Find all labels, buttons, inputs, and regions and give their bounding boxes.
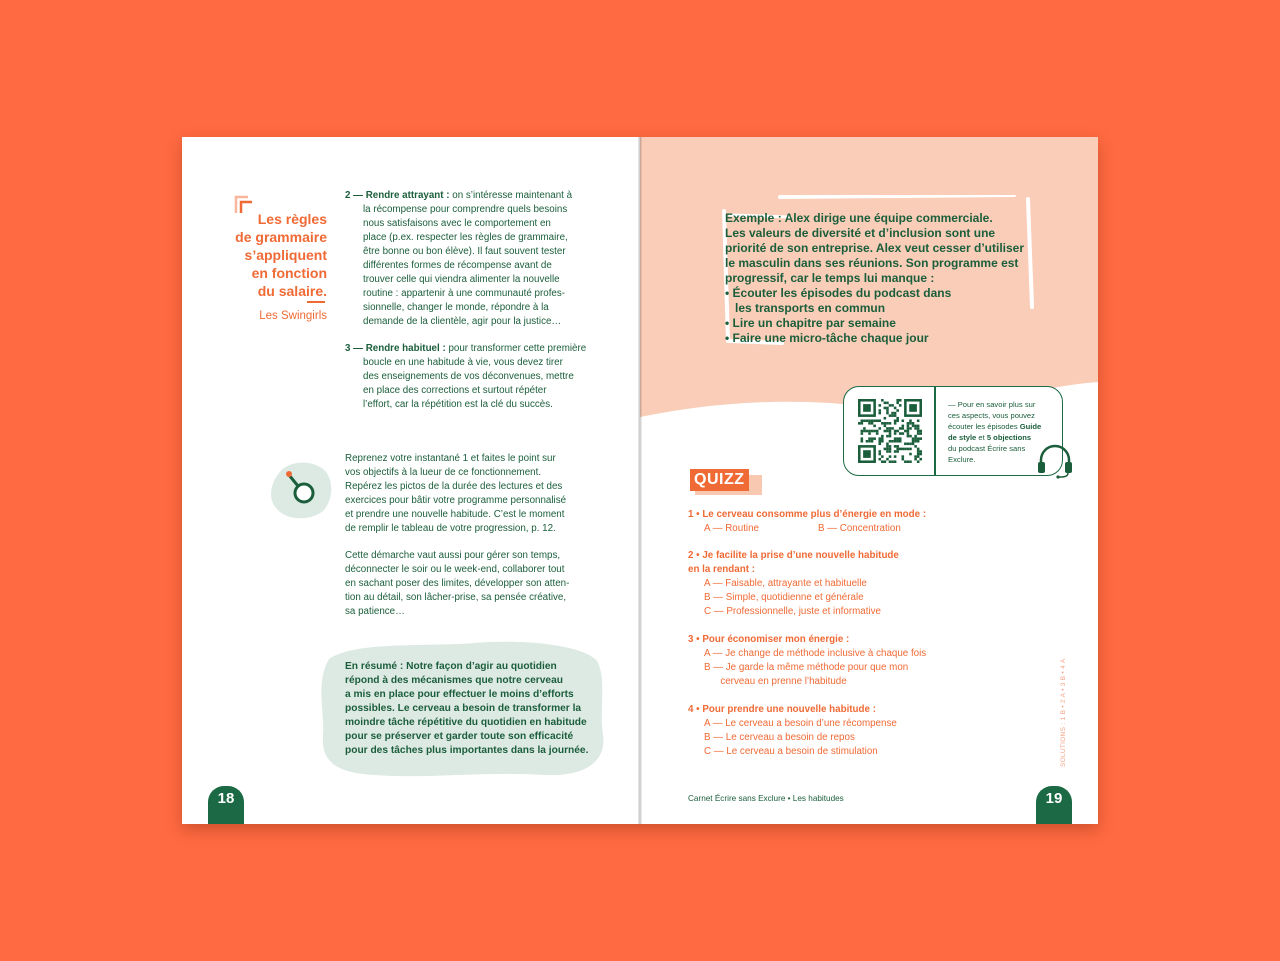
step-text: sionnelle, changer le monde, répondre à la [363,302,549,313]
step-2 [345,189,595,329]
example-text [725,211,1045,346]
step-line [345,356,595,370]
step-line [345,398,595,412]
paragraph-line: en sachant poser des limites, développer son atten- [345,578,570,589]
example-line [725,256,1045,271]
quote-text: Les règles de grammaire s’appliquent en fonction du salaire. [235,211,327,299]
step-line [345,301,595,315]
step-text: différentes formes de récompense avant de [363,260,552,271]
example-bullet: • Faire une micro-tâche chaque jour [725,331,929,345]
step-line [345,217,595,231]
summary-text: pour se préserver et garder toute son efficacité [345,731,574,742]
step-text: en place des corrections et surtout répéter [363,385,547,396]
step-line [345,259,595,273]
answer-option[interactable]: C — Professionnelle, juste et informative [704,606,881,617]
example-text-line: le masculin dans ses réunions. Son programme est [725,256,1019,270]
question-title: 4 • Pour prendre une nouvelle habitude : [688,704,876,715]
qr-code[interactable] [858,399,922,463]
summary-line [345,730,597,744]
podcast-text: — Pour en savoir plus sur [948,400,1036,409]
summary-text: répond à des mécanismes que notre cerveau [345,675,563,686]
podcast-text: de style [948,433,977,442]
podcast-line [948,432,1056,443]
example-text-line: progressif, car le temps lui manque : [725,271,935,285]
book-gutter [638,137,642,824]
page-number-right: 19 [1036,786,1072,824]
step-line [345,189,595,203]
answer-option[interactable]: B — Simple, quotidienne et générale [704,592,864,603]
question-title: 3 • Pour économiser mon énergie : [688,634,850,645]
paragraph-line: exercices pour bâtir votre programme personnalisé [345,495,567,506]
podcast-text: ces aspects, vous pouvez [948,411,1035,420]
quizz-title: QUIZZ [690,469,749,491]
magnifier-icon [267,459,335,521]
headphones-icon [1035,443,1075,479]
example-bullet: les transports en commun [725,301,886,315]
example-bullet: • Écouter les épisodes du podcast dans [725,286,952,300]
step-line [345,273,595,287]
paragraph-line: vos objectifs à la lueur de ce fonctionnement. [345,467,542,478]
example-bullet: • Lire un chapitre par semaine [725,316,896,330]
question-title: en la rendant : [688,564,755,575]
example-text-line: priorité de son entreprise. Alex veut cesser d’utiliser [725,241,1024,255]
step-line [345,315,595,329]
example-line [725,211,1045,226]
step-line [345,370,595,384]
step-text: demande de la clientèle, agir pour la justice… [363,316,562,327]
answer-row [688,522,988,536]
summary-lead: En résumé : [345,661,404,672]
step-line [345,287,595,301]
answer-option[interactable]: A — Faisable, attrayante et habituelle [704,578,867,589]
step-text: boucle en une habitude à vie, vous devez tirer [363,357,563,368]
step-text: place (p.ex. respecter les règles de grammaire, [363,232,568,243]
paragraph-line: Cette démarche vaut aussi pour gérer son temps, [345,550,561,561]
step-text: routine : appartenir à une communauté profes- [363,288,566,299]
left-page [182,137,640,824]
podcast-text: écouter les épisodes [948,422,1020,431]
step-text: être bonne ou bon élève). Il faut souvent tester [363,246,566,257]
summary-line [345,744,597,758]
step-line [345,245,595,259]
step-line [345,342,595,356]
answer-option[interactable]: C — Le cerveau a besoin de stimulation [704,746,878,757]
footer-text: Carnet Écrire sans Exclure • Les habitudes [688,794,844,803]
question-title: 1 • Le cerveau consomme plus d’énergie en mode : [688,509,927,520]
summary-text: possibles. Le cerveau a besoin de transformer la [345,703,582,714]
example-text-line: Les valeurs de diversité et d’inclusion sont une [725,226,996,240]
step-text: pour transformer cette première [445,343,587,354]
page-number-left: 18 [208,786,244,824]
quiz-question [688,703,988,759]
paragraph-line: déconnecter le soir ou le week-end, collaborer tout [345,564,565,575]
step-text: nous satisfaisons avec le comportement en [363,218,551,229]
podcast-line [948,399,1056,410]
summary-text: a mis en place pour effectuer le moins d’efforts [345,689,574,700]
paragraph-line: Repérez les pictos de la durée des lectures et des [345,481,563,492]
step-text: la récompense pour comprendre quels besoins [363,204,568,215]
answer-option[interactable]: B — Je garde la même méthode pour que mon [704,662,909,673]
answer-option[interactable]: B — Le cerveau a besoin de repos [704,732,855,743]
step-3 [345,342,595,412]
example-line [725,271,1045,286]
quiz-question [688,549,988,619]
podcast-line [948,410,1056,421]
instantane-paragraph [345,452,600,536]
answer-option[interactable]: cerveau en prenne l’habitude [704,676,847,687]
answer-option[interactable]: A — Je change de méthode inclusive à chaque fois [704,648,927,659]
summary-line [345,702,597,716]
step-text: on s’intéresse maintenant à [449,190,573,201]
booklet-spread [182,137,1098,824]
example-line [725,226,1045,241]
podcast-text: du podcast Écrire sans [948,444,1026,453]
paragraph-line: Reprenez votre instantané 1 et faites le point sur [345,453,556,464]
podcast-line [948,421,1056,432]
step-line [345,203,595,217]
quiz-question [688,633,988,689]
answer-option[interactable]: A — Le cerveau a besoin d’une récompense [704,718,897,729]
step-line [345,384,595,398]
summary-text: pour des tâches plus importantes dans la journée. [345,745,589,756]
step-text: l’effort, car la répétition est la clé du succès. [363,399,553,410]
step-heading: 3 — Rendre habituel : [345,343,446,354]
summary-line [345,688,597,702]
podcast-text: et [976,433,987,442]
quote-underline [307,301,325,303]
step-text: des enseignements de vos déconvenues, mettre [363,371,574,382]
podcast-card [843,386,1063,476]
summary-box [345,660,597,758]
paragraph-line: tion au détail, son lâcher-prise, sa pensée créative, [345,592,567,603]
paragraph-line: de remplir le tableau de votre progression, p. 12. [345,523,556,534]
answer-option[interactable]: A — Routine [704,523,760,534]
step-text: trouver celle qui viendra alimenter la nouvelle [363,274,560,285]
summary-text: Notre façon d’agir au quotidien [403,661,557,672]
example-line [725,241,1045,256]
step-heading: 2 — Rendre attrayant : [345,190,450,201]
right-page [640,137,1098,824]
summary-text: moindre tâche répétitive du quotidien en habitude [345,717,587,728]
step-line [345,231,595,245]
podcast-text: Guide [1019,422,1042,431]
example-lead: Exemple : [725,211,782,225]
demarche-paragraph [345,549,600,619]
example-text-line: Alex dirige une équipe commerciale. [781,211,993,225]
paragraph-line: et prendre une nouvelle habitude. C’est le moment [345,509,565,520]
solutions-text: SOLUTIONS : 1 B • 2 A • 3 B • 4 A [1060,658,1067,767]
card-divider [934,387,936,475]
podcast-text: Exclure. [948,455,976,464]
question-title: 2 • Je facilite la prise d’une nouvelle habitude [688,550,899,561]
answer-option[interactable]: B — Concentration [818,523,901,534]
summary-line [345,674,597,688]
summary-line [345,660,597,674]
quote-author: Les Swingirls [259,310,327,322]
summary-line [345,716,597,730]
podcast-text: 5 objections [986,433,1032,442]
paragraph-line: sa patience… [345,606,405,617]
quiz-question [688,508,988,536]
